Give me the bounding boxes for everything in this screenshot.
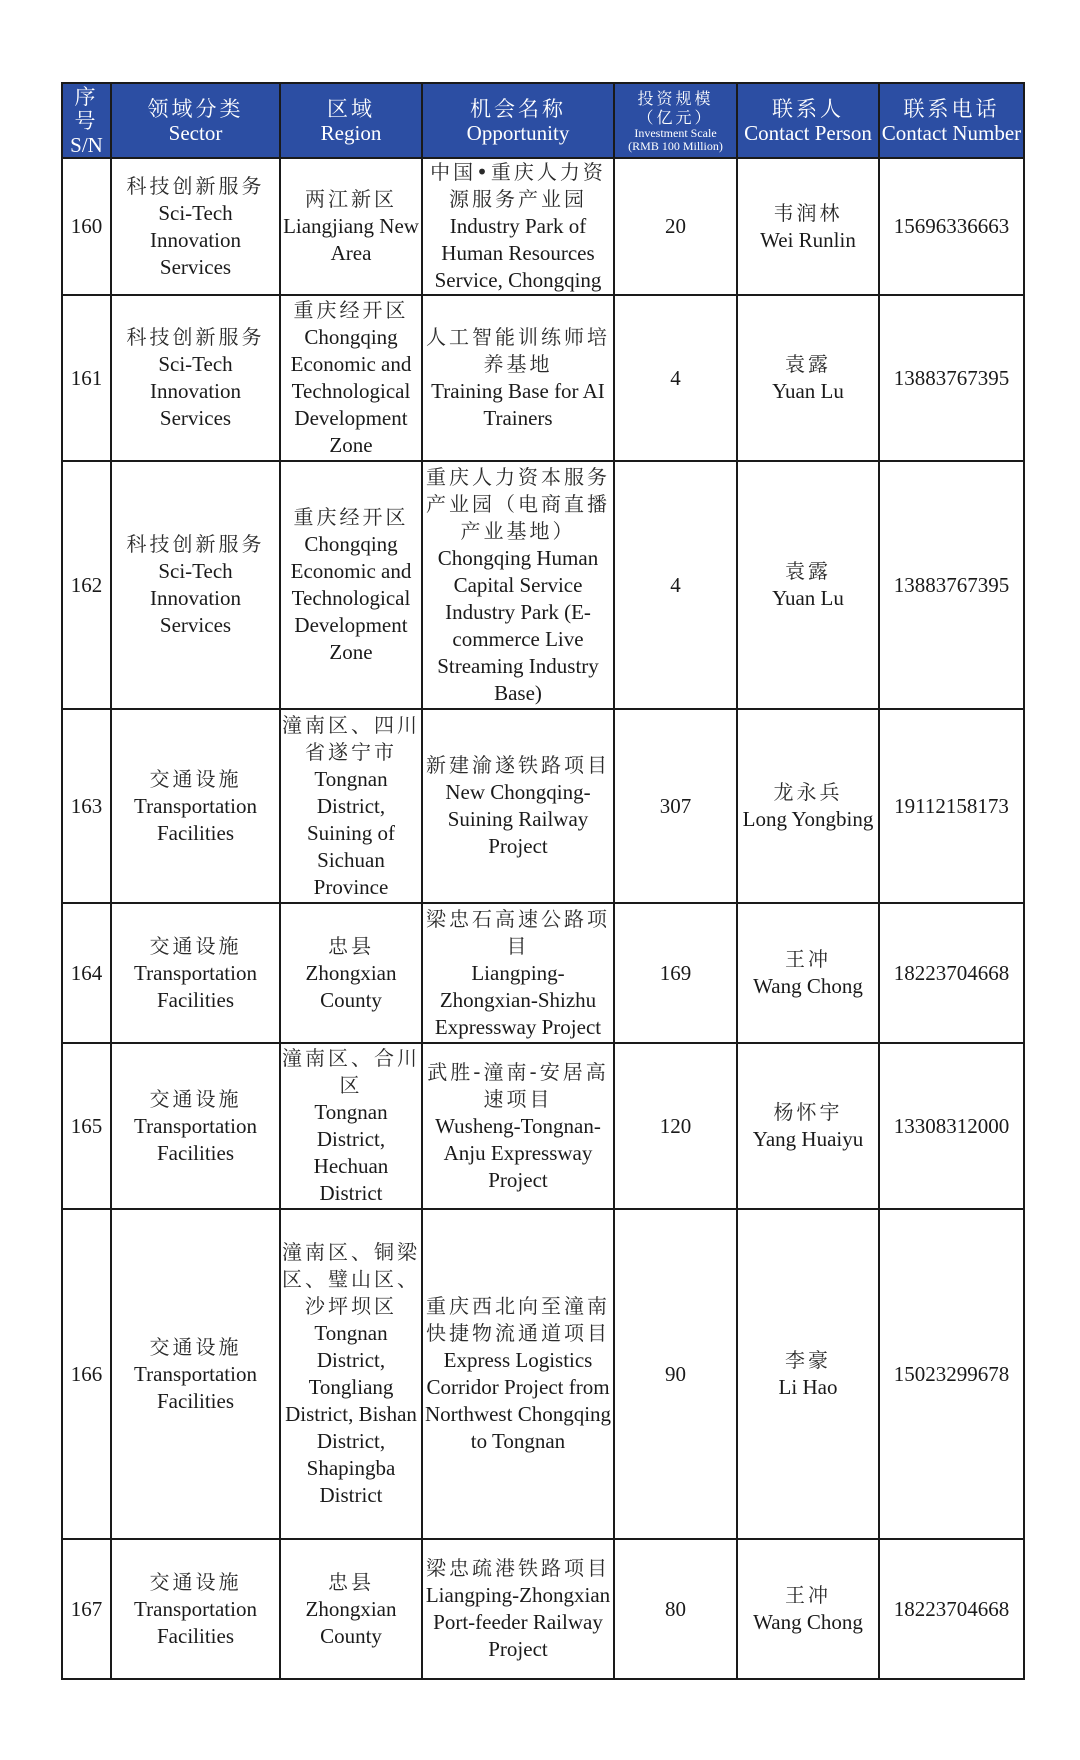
cell-sector: 科技创新服务 Sci-Tech Innovation Services: [111, 158, 280, 295]
cell-sn: 163: [62, 709, 111, 903]
cell-investment: 120: [614, 1043, 737, 1209]
table-row: [62, 295, 1024, 461]
cell-contact-person: 袁露 Yuan Lu: [737, 461, 879, 709]
table-row: [62, 461, 1024, 709]
cell-opportunity: 梁忠石高速公路项目 Liangping-Zhongxian-Shizhu Expressway Project: [422, 903, 614, 1043]
table-row: [62, 1539, 1024, 1679]
investment-opportunities-page: [61, 82, 1023, 1680]
cell-investment: 169: [614, 903, 737, 1043]
cell-opportunity: 重庆西北向至潼南快捷物流通道项目 Express Logistics Corridor Project from Northwest Chongqing to Tongnan: [422, 1209, 614, 1539]
cell-opportunity: 中国•重庆人力资源服务产业园 Industry Park of Human Resources Service, Chongqing: [422, 158, 614, 295]
cell-contact-number: 15023299678: [879, 1209, 1024, 1539]
header-sector: 领域分类 Sector: [111, 83, 280, 158]
cell-contact-number: 18223704668: [879, 1539, 1024, 1679]
cell-sn: 165: [62, 1043, 111, 1209]
cell-opportunity: 人工智能训练师培养基地 Training Base for AI Trainers: [422, 295, 614, 461]
cell-sn: 161: [62, 295, 111, 461]
table-header-row: [62, 83, 1024, 158]
cell-opportunity: 武胜-潼南-安居高速项目 Wusheng-Tongnan-Anju Expressway Project: [422, 1043, 614, 1209]
cell-region: 重庆经开区 Chongqing Economic and Technological Development Zone: [280, 461, 422, 709]
cell-sn: 160: [62, 158, 111, 295]
cell-sector: 交通设施 Transportation Facilities: [111, 1209, 280, 1539]
cell-sector: 科技创新服务 Sci-Tech Innovation Services: [111, 295, 280, 461]
cell-contact-person: 袁露 Yuan Lu: [737, 295, 879, 461]
cell-contact-person: 龙永兵 Long Yongbing: [737, 709, 879, 903]
cell-region: 重庆经开区 Chongqing Economic and Technological Development Zone: [280, 295, 422, 461]
header-region: 区域 Region: [280, 83, 422, 158]
cell-contact-number: 13883767395: [879, 295, 1024, 461]
table-row: [62, 158, 1024, 295]
cell-region: 潼南区、四川省遂宁市 Tongnan District, Suining of Sichuan Province: [280, 709, 422, 903]
table-row: [62, 1209, 1024, 1539]
cell-sn: 166: [62, 1209, 111, 1539]
table-row: [62, 1043, 1024, 1209]
cell-sector: 交通设施 Transportation Facilities: [111, 1043, 280, 1209]
cell-contact-number: 15696336663: [879, 158, 1024, 295]
cell-contact-number: 13308312000: [879, 1043, 1024, 1209]
cell-region: 忠县 Zhongxian County: [280, 1539, 422, 1679]
cell-opportunity: 梁忠疏港铁路项目 Liangping-Zhongxian Port-feeder Railway Project: [422, 1539, 614, 1679]
header-sn: 序号 S/N: [62, 83, 111, 158]
cell-investment: 4: [614, 461, 737, 709]
cell-sector: 交通设施 Transportation Facilities: [111, 1539, 280, 1679]
cell-sector: 科技创新服务 Sci-Tech Innovation Services: [111, 461, 280, 709]
cell-investment: 4: [614, 295, 737, 461]
cell-contact-person: 韦润林 Wei Runlin: [737, 158, 879, 295]
cell-contact-person: 王冲 Wang Chong: [737, 1539, 879, 1679]
cell-contact-person: 李豪 Li Hao: [737, 1209, 879, 1539]
cell-region: 潼南区、合川区 Tongnan District, Hechuan District: [280, 1043, 422, 1209]
header-contact-number: 联系电话 Contact Number: [879, 83, 1024, 158]
cell-investment: 80: [614, 1539, 737, 1679]
cell-investment: 307: [614, 709, 737, 903]
header-contact-person: 联系人 Contact Person: [737, 83, 879, 158]
table-row: [62, 903, 1024, 1043]
cell-investment: 90: [614, 1209, 737, 1539]
table-row: [62, 709, 1024, 903]
cell-opportunity: 重庆人力资本服务产业园（电商直播产业基地） Chongqing Human Capital Service Industry Park (E-commerce Live Streaming Industry Base): [422, 461, 614, 709]
header-investment: 投资规模 （亿元） Investment Scale (RMB 100 Million): [614, 83, 737, 158]
cell-sector: 交通设施 Transportation Facilities: [111, 709, 280, 903]
cell-sector: 交通设施 Transportation Facilities: [111, 903, 280, 1043]
cell-sn: 162: [62, 461, 111, 709]
cell-contact-person: 王冲 Wang Chong: [737, 903, 879, 1043]
cell-sn: 167: [62, 1539, 111, 1679]
cell-region: 潼南区、铜梁区、璧山区、沙坪坝区 Tongnan District, Tongliang District, Bishan District, Shapingba District: [280, 1209, 422, 1539]
header-opportunity: 机会名称 Opportunity: [422, 83, 614, 158]
opportunities-table: [61, 82, 1025, 1680]
cell-opportunity: 新建渝遂铁路项目 New Chongqing-Suining Railway Project: [422, 709, 614, 903]
cell-investment: 20: [614, 158, 737, 295]
cell-contact-number: 18223704668: [879, 903, 1024, 1043]
cell-region: 两江新区 Liangjiang New Area: [280, 158, 422, 295]
cell-region: 忠县 Zhongxian County: [280, 903, 422, 1043]
cell-sn: 164: [62, 903, 111, 1043]
cell-contact-number: 19112158173: [879, 709, 1024, 903]
cell-contact-person: 杨怀宇 Yang Huaiyu: [737, 1043, 879, 1209]
cell-contact-number: 13883767395: [879, 461, 1024, 709]
